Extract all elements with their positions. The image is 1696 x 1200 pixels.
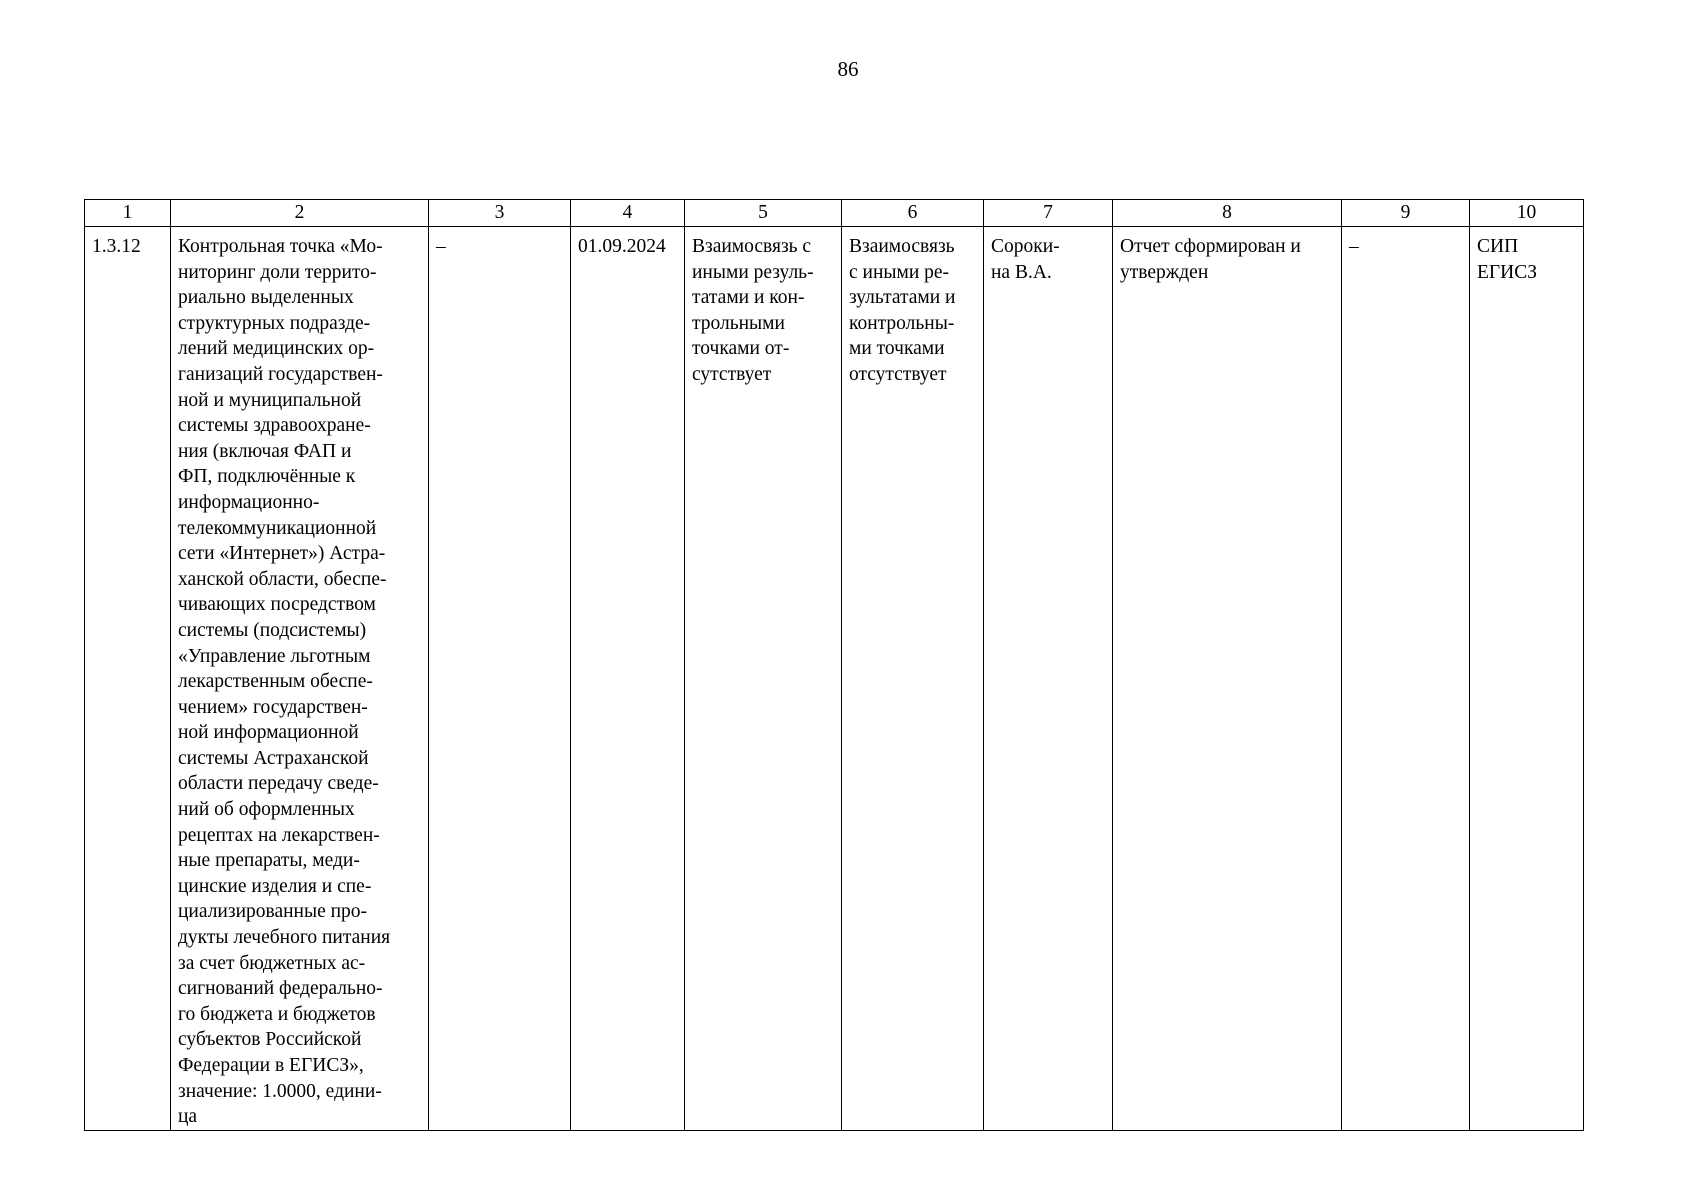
header-row — [85, 200, 1584, 227]
cell-line: лений медицинских ор- — [178, 338, 375, 360]
cell-line: рецептах на лекарствен- — [178, 824, 380, 846]
cell-line: дукты лечебного питания — [178, 927, 391, 949]
cell-line: ные препараты, меди- — [178, 850, 360, 872]
cell-relation-2 — [842, 227, 984, 1131]
cell-line: утвержден — [1120, 261, 1209, 283]
cell-line: чивающих посредством — [178, 594, 376, 616]
cell-line: СИП — [1477, 236, 1519, 257]
cell-line: ганизаций государствен- — [178, 363, 383, 385]
cell-line: иными резуль- — [692, 261, 814, 283]
cell-line: системы здравоохране- — [178, 415, 371, 437]
cell-line: Взаимосвязь — [849, 236, 955, 257]
cell-line: с иными ре- — [849, 261, 950, 283]
column-header-5: 5 — [685, 200, 842, 227]
cell-line: на В.А. — [991, 261, 1052, 283]
cell-line: области передачу сведе- — [178, 773, 379, 795]
cell-line: ца — [178, 1106, 198, 1128]
column-header-7: 7 — [984, 200, 1113, 227]
cell-line: ниторинг доли террито- — [178, 261, 377, 283]
cell-line: ФП, подключённые к — [178, 466, 356, 488]
cell-line: Федерации в ЕГИСЗ», — [178, 1055, 364, 1076]
cell-system — [1470, 227, 1584, 1131]
column-header-4: 4 — [571, 200, 685, 227]
cell-date: 01.09.2024 — [571, 227, 685, 1131]
cell-col3: – — [429, 227, 571, 1131]
cell-line: за счет бюджетных ас- — [178, 952, 366, 974]
cell-col9: – — [1342, 227, 1470, 1131]
cell-line: ний об оформленных — [178, 799, 355, 821]
cell-line: го бюджета и бюджетов — [178, 1003, 376, 1025]
cell-line: татами и кон- — [692, 287, 805, 309]
cell-line: циализированные про- — [178, 901, 368, 923]
cell-line: ханской области, обеспе- — [178, 568, 387, 590]
plan-table — [84, 199, 1584, 1131]
cell-line: информационно- — [178, 491, 320, 513]
column-header-3: 3 — [429, 200, 571, 227]
cell-line: субъектов Российской — [178, 1029, 362, 1051]
cell-line: ми точками — [849, 338, 945, 360]
column-header-8: 8 — [1113, 200, 1342, 227]
cell-line: Сороки- — [991, 236, 1060, 257]
cell-line: структурных подразде- — [178, 312, 371, 334]
cell-result — [1113, 227, 1342, 1131]
cell-line: отсутствует — [849, 363, 947, 385]
cell-line: ЕГИСЗ — [1477, 261, 1538, 283]
column-header-2: 2 — [171, 200, 429, 227]
cell-line: сигнований федерально- — [178, 978, 383, 1000]
cell-line: трольными — [692, 312, 785, 334]
cell-responsible — [984, 227, 1113, 1131]
column-header-9: 9 — [1342, 200, 1470, 227]
cell-line: риально выделенных — [178, 287, 354, 309]
cell-line: сутствует — [692, 363, 772, 385]
cell-line: Взаимосвязь с — [692, 236, 812, 257]
cell-line: ной информационной — [178, 722, 359, 744]
cell-line: точками от- — [692, 338, 790, 360]
cell-line: «Управление льготным — [178, 645, 371, 667]
cell-line: системы (подсистемы) — [178, 619, 367, 641]
cell-description — [171, 227, 429, 1131]
cell-line: контрольны- — [849, 312, 955, 334]
cell-line: телекоммуникационной — [178, 517, 377, 539]
cell-number: 1.3.12 — [85, 227, 171, 1131]
cell-line: Контрольная точка «Мо- — [178, 236, 383, 257]
column-header-10: 10 — [1470, 200, 1584, 227]
column-header-6: 6 — [842, 200, 984, 227]
cell-relation-1 — [685, 227, 842, 1131]
cell-line: значение: 1.0000, едини- — [178, 1080, 382, 1102]
cell-line: чением» государствен- — [178, 696, 368, 718]
cell-line: сети «Интернет») Астра- — [178, 543, 386, 565]
table-row — [85, 227, 1584, 1131]
cell-line: ной и муниципальной — [178, 389, 362, 411]
cell-line: ния (включая ФАП и — [178, 440, 352, 462]
cell-line: цинские изделия и спе- — [178, 875, 372, 897]
column-header-1: 1 — [85, 200, 171, 227]
cell-line: Отчет сформирован и — [1120, 236, 1301, 257]
cell-line: системы Астраханской — [178, 747, 369, 769]
cell-line: зультатами и — [849, 287, 956, 309]
cell-line: лекарственным обеспе- — [178, 671, 373, 693]
page-number: 86 — [837, 57, 859, 81]
